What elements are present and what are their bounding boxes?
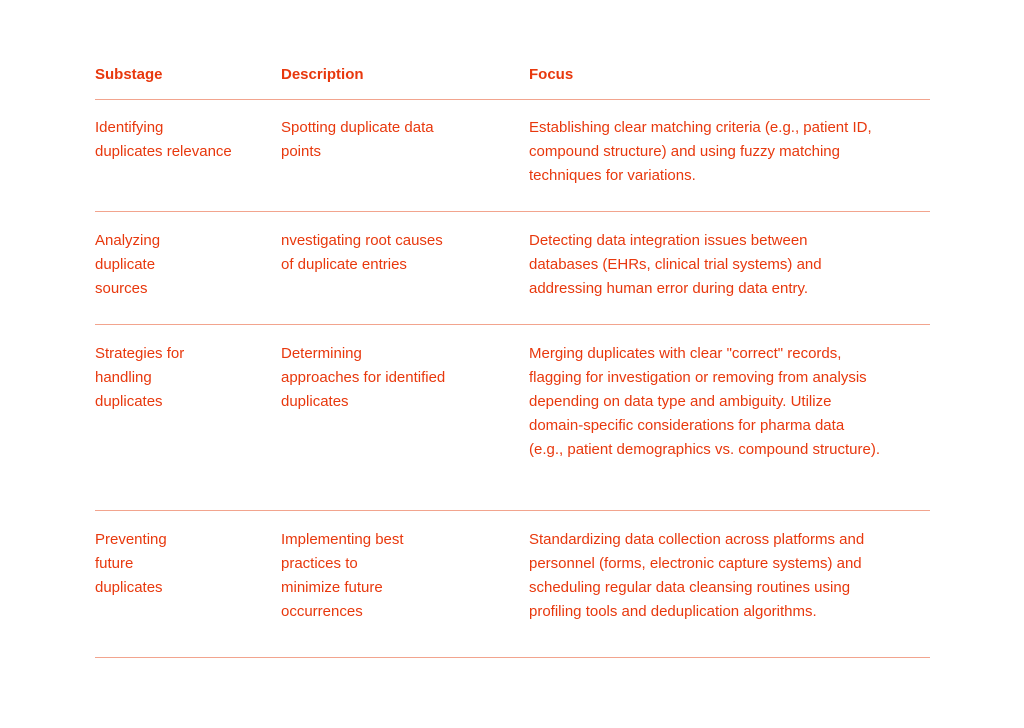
table-header-row: [95, 60, 930, 100]
header-description: Description: [281, 66, 364, 83]
substage-cell: Strategies for handling duplicates: [95, 345, 185, 410]
substage-cell: Identifying duplicates relevance: [95, 119, 232, 160]
description-cell: Spotting duplicate data points: [281, 119, 434, 160]
focus-cell: Establishing clear matching criteria (e.g., patient ID, compound structure) and using fuzzy matching techniques for variations.: [529, 119, 872, 184]
focus-cell: Detecting data integration issues between databases (EHRs, clinical trial systems) and addressing human error during data entry.: [529, 232, 822, 297]
description-cell: Determining approaches for identified duplicates: [281, 345, 446, 410]
table-row: [95, 212, 930, 325]
header-substage: Substage: [95, 66, 163, 83]
focus-cell: Standardizing data collection across platforms and personnel (forms, electronic capture systems) and scheduling regular data cleansing routines using profiling tools and deduplication algorithms.: [529, 531, 865, 620]
substage-cell: Analyzing duplicate sources: [95, 232, 161, 297]
substage-cell: Preventing future duplicates: [95, 531, 167, 596]
table-row: [95, 325, 930, 511]
header-focus: Focus: [529, 66, 574, 83]
description-cell: nvestigating root causes of duplicate entries: [281, 232, 443, 273]
table-row: [95, 511, 930, 658]
table-row: [95, 100, 930, 212]
description-cell: Implementing best practices to minimize future occurrences: [281, 531, 404, 620]
focus-cell: Merging duplicates with clear "correct" records, flagging for investigation or removing from analysis depending on data type and ambiguity. Utilize domain-specific considerations for pharma data (e.g., patient demographics vs. compound structure).: [529, 345, 881, 458]
duplicates-table: [95, 60, 930, 658]
